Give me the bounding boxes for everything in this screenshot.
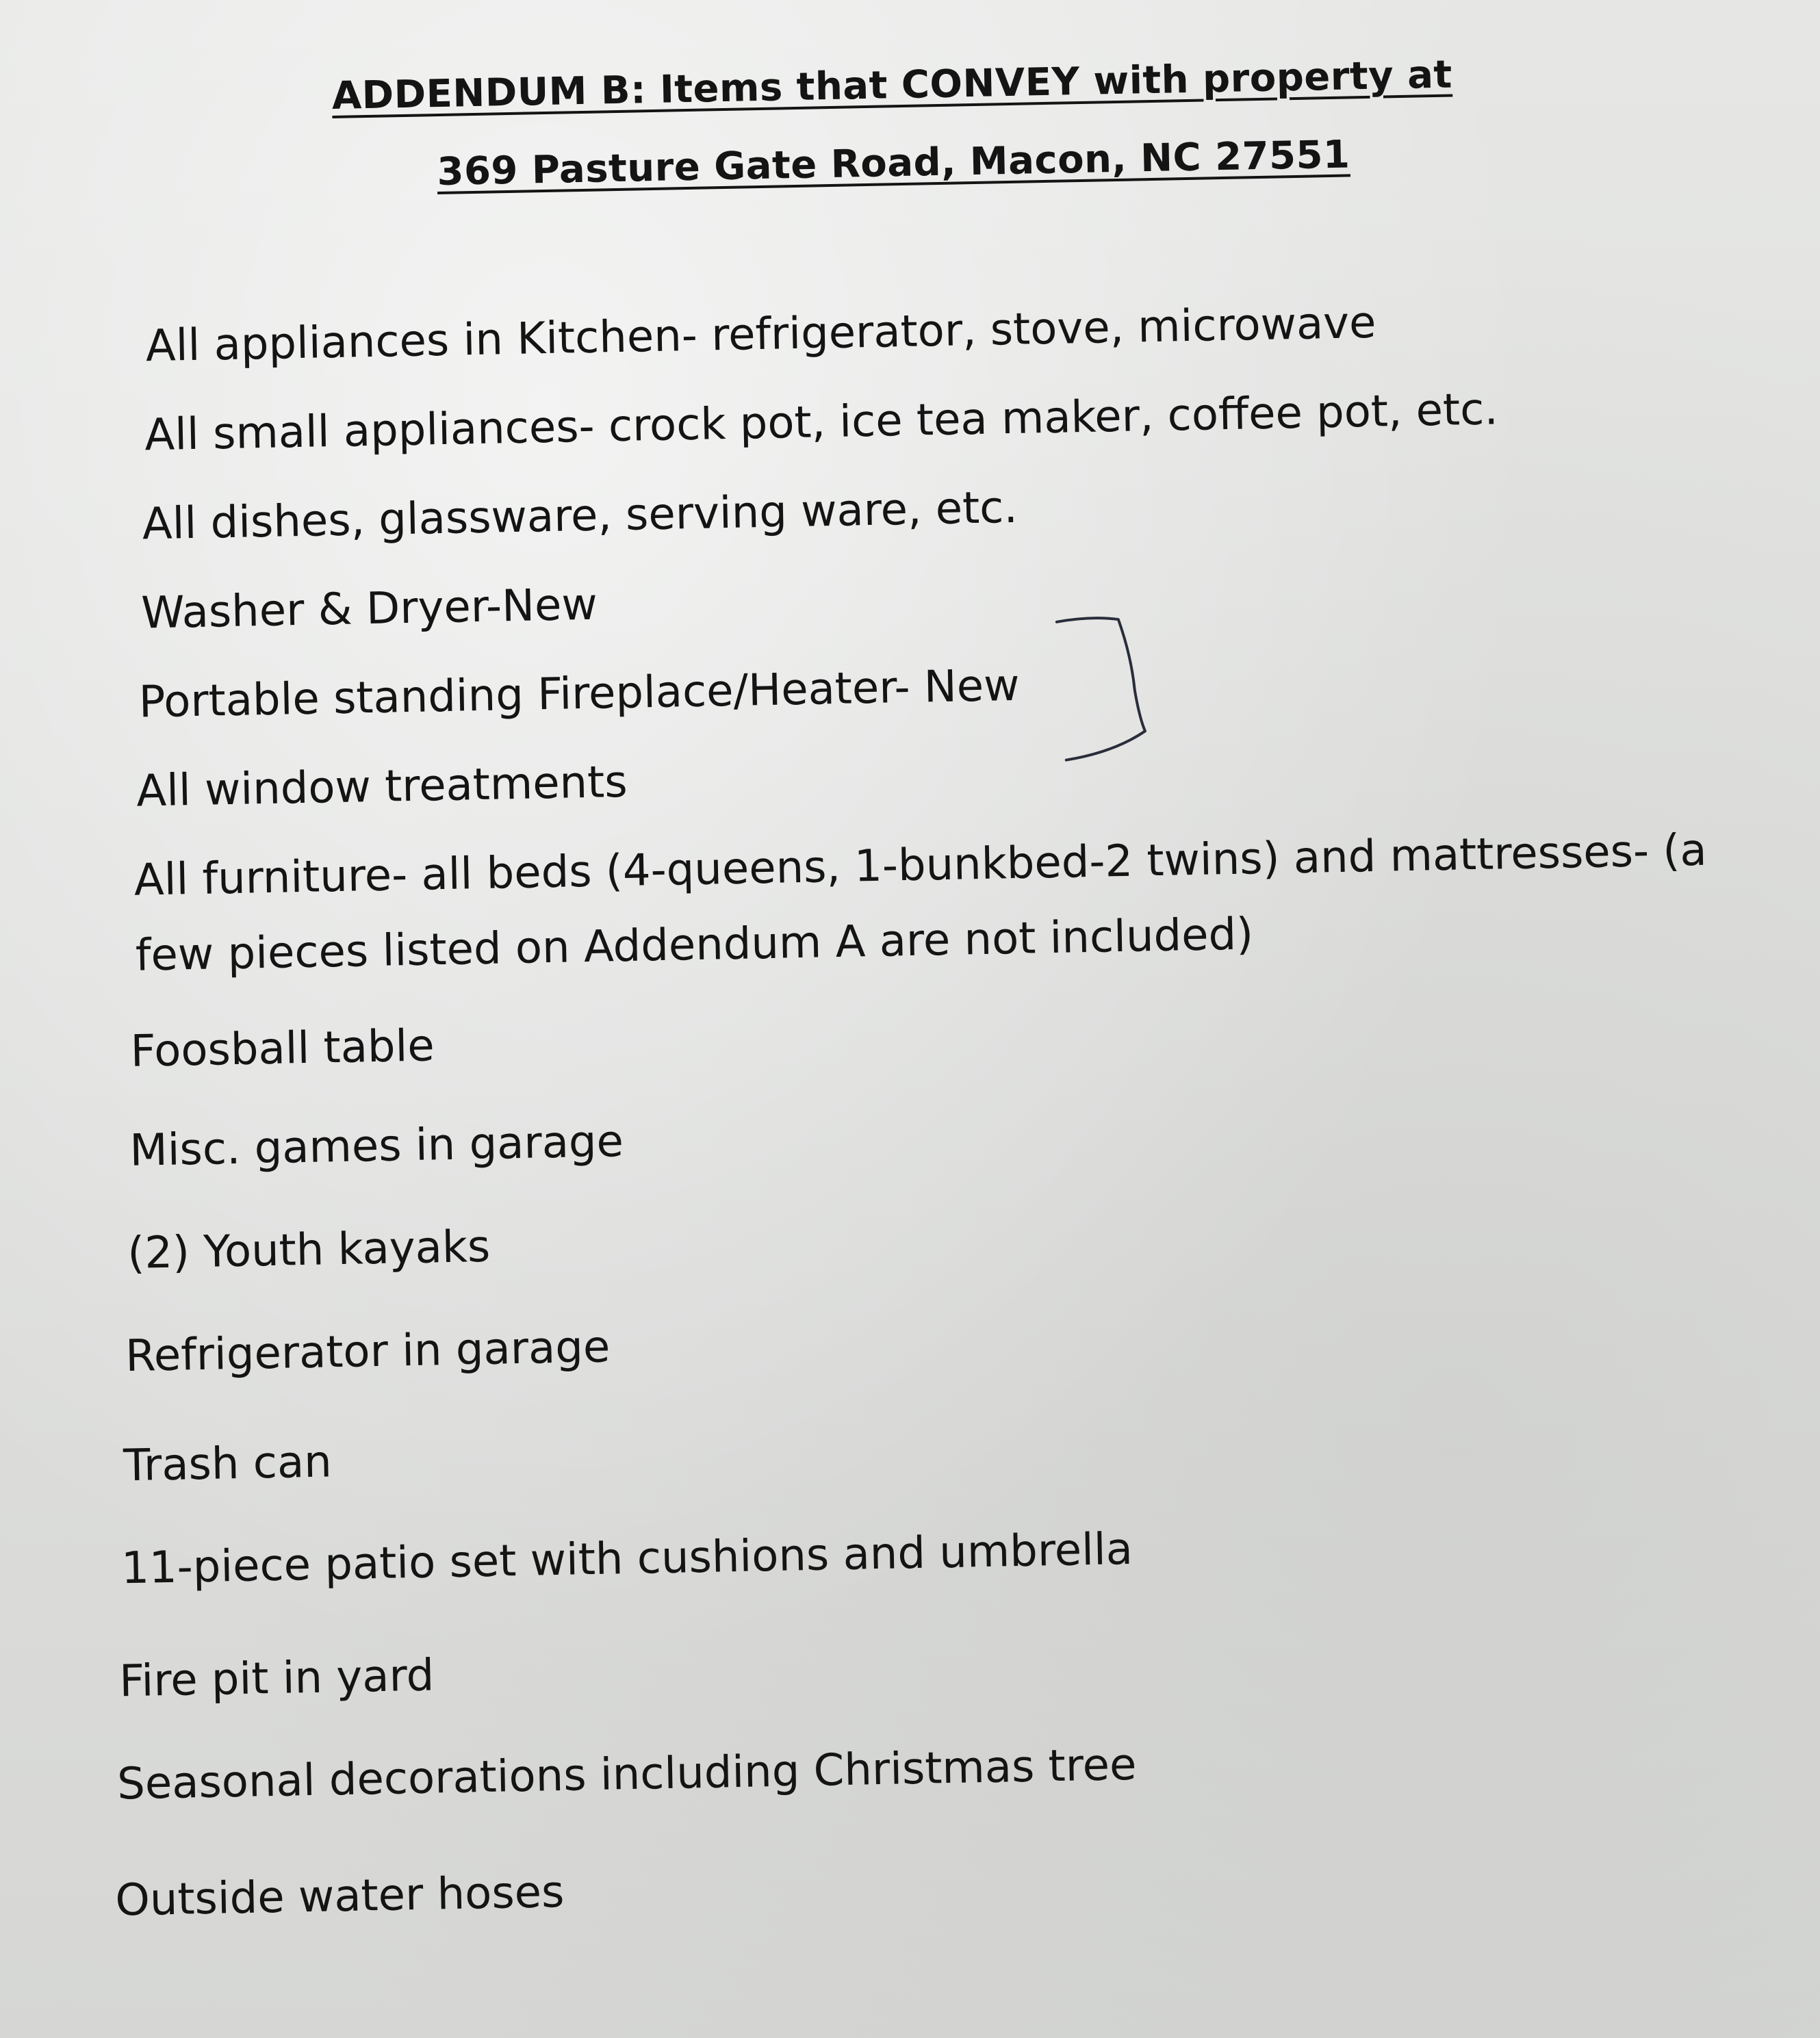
handwritten-bracket-mark <box>1050 615 1149 767</box>
list-item: (2) Youth kayaks <box>127 1221 491 1280</box>
list-item: All dishes, glassware, serving ware, etc. <box>142 482 1018 550</box>
addendum-title: ADDENDUM B: Items that CONVEY with property at <box>331 52 1453 118</box>
list-item: Seasonal decorations including Christmas tree <box>116 1739 1138 1810</box>
list-item: Washer & Dryer-New <box>140 579 598 639</box>
list-item: All furniture- all beds (4-queens, 1-bunkbed-2 twins) and mattresses- (a few pieces listed on Addendum A are not included) <box>133 825 1708 981</box>
list-item: All appliances in Kitchen- refrigerator, stove, microwave <box>145 297 1377 372</box>
list-item: Fire pit in yard <box>118 1650 435 1707</box>
property-address: 369 Pasture Gate Road, Macon, NC 27551 <box>436 132 1351 195</box>
list-item: Misc. games in garage <box>129 1116 624 1176</box>
list-item: Refrigerator in garage <box>125 1321 611 1382</box>
list-item: Foosball table <box>129 1020 435 1077</box>
list-item: All window treatments <box>136 756 628 817</box>
list-item: All small appliances- crock pot, ice tea maker, coffee pot, etc. <box>144 384 1499 461</box>
list-item: Portable standing Fireplace/Heater- New <box>138 660 1021 728</box>
list-item: Outside water hoses <box>114 1866 565 1926</box>
list-item: Trash can <box>123 1436 333 1492</box>
list-item: 11-piece patio set with cushions and umbrella <box>120 1523 1133 1595</box>
